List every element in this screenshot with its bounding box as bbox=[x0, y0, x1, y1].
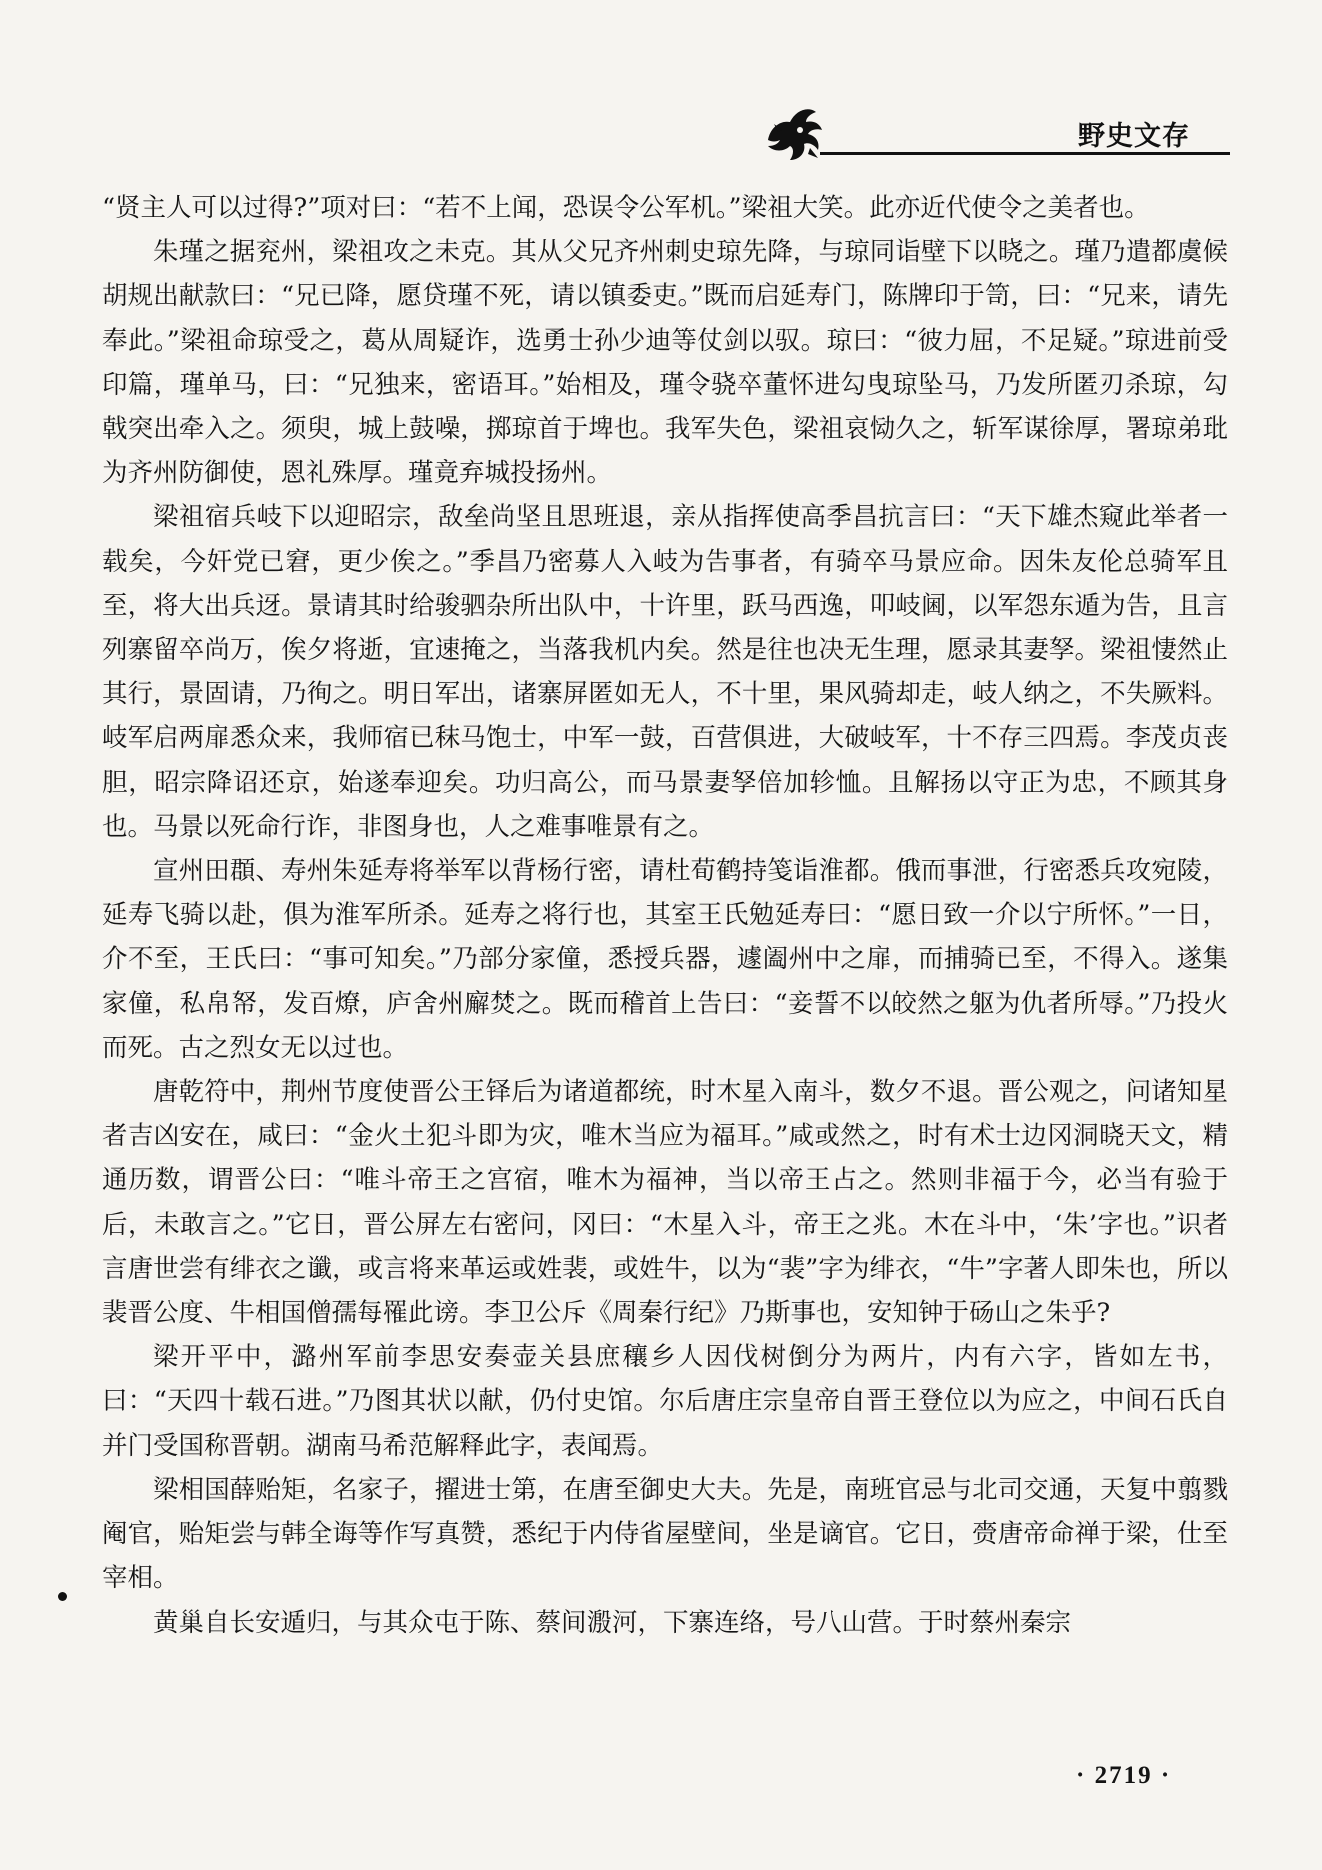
running-header bbox=[760, 100, 1230, 180]
paragraph-7: 梁相国薛贻矩，名家子，擢进士第，在唐至御史大夫。先是，南班官忌与北司交通，天复中翦戮阉官，贻矩尝与韩全诲等作写真赞，悉纪于内侍省屋壁间，坐是谪官。它日，赍唐帝命禅于梁，仕至宰相。 bbox=[102, 1474, 1228, 1594]
paragraph-4: 宣州田頵、寿州朱延寿将举军以背杨行密，请杜荀鹤持笺诣淮都。俄而事泄，行密悉兵攻宛陵，延寿飞骑以赴，俱为淮军所杀。延寿之将行也，其室王氏勉延寿曰：“愿日致一介以宁所怀。”一日，介不至，王氏曰：“事可知矣。”乃部分家僮，悉授兵器，遽阖州中之扉，而捕骑已至，不得入。遂集家僮，私帛帑，发百燎，庐舍州廨焚之。既而稽首上告曰：“妾誓不以皎然之躯为仇者所辱。”乃投火而死。古之烈女无以过也。 bbox=[102, 856, 1228, 1063]
paragraph-2: 朱瑾之据兖州，梁祖攻之未克。其从父兄齐州刺史琼先降，与琼同诣壁下以晓之。瑾乃遣都虞候胡规出献款曰：“兄已降，愿贷瑾不死，请以镇委吏。”既而启延寿门，陈牌印于笥，曰：“兄来，请先奉此。”梁祖命琼受之，葛从周疑诈，选勇士孙少迪等仗剑以驭。琼曰：“彼力屈，不足疑。”琼进前受印篇，瑾单马，曰：“兄独来，密语耳。”始相及，瑾令骁卒董怀进勾曳琼坠马，乃发所匿刃杀琼，勾戟突出牵入之。须臾，城上鼓噪，掷琼首于埤也。我军失色，梁祖哀恸久之，斩军谋徐厚，署琼弟玭为齐州防御使，恩礼殊厚。瑾竟弃城投扬州。 bbox=[102, 237, 1228, 489]
paragraph-5: 唐乾符中，荆州节度使晋公王铎后为诸道都统，时木星入南斗，数夕不退。晋公观之，问诸知星者吉凶安在，咸曰：“金火土犯斗即为灾，唯木当应为福耳。”咸或然之，时有术士边冈洞晓天文，精通历数，谓晋公曰：“唯斗帝王之宫宿，唯木为福神，当以帝王占之。然则非福于今，必当有验于后，未敢言之。”它日，晋公屏左右密问，冈曰：“木星入斗，帝王之兆。木在斗中，‘朱’字也。”识者言唐世尝有绯衣之谶，或言将来革运或姓裴，或姓牛，以为“裴”字为绯衣，“牛”字著人即朱也，所以裴晋公度、牛相国僧孺每罹此谤。李卫公斥《周秦行纪》乃斯事也，安知钟于砀山之朱乎? bbox=[102, 1077, 1228, 1329]
paragraph-6: 梁开平中，潞州军前李思安奏壶关县庶穰乡人因伐树倒分为两片，内有六字，皆如左书，曰：“天四十载石进。”乃图其状以献，仍付史馆。尔后唐庄宗皇帝自晋王登位以为应之，中间石氏自并门受国称晋朝。湖南马希范解释此字，表闻焉。 bbox=[102, 1342, 1228, 1461]
paragraph-8: 黄巢自长安遁归，与其众屯于陈、蔡间溵河，下寨连络，号八山营。于时蔡州秦宗 bbox=[153, 1607, 1072, 1638]
page-number: · 2719 · bbox=[1076, 1762, 1172, 1789]
main-text bbox=[102, 186, 1228, 1645]
paragraph-1: “贤主人可以过得?”项对曰：“若不上闻，恐误令公军机。”梁祖大笑。此亦近代使令之美者也。 bbox=[102, 193, 1150, 223]
margin-mark bbox=[58, 1592, 67, 1601]
series-title: 野史文存 bbox=[1078, 121, 1190, 152]
paragraph-3: 梁祖宿兵岐下以迎昭宗，敌垒尚坚且思班退，亲从指挥使高季昌抗言曰：“天下雄杰窥此举者一载矣，今奸党已窘，更少俟之。”季昌乃密募人入岐为告事者，有骑卒马景应命。因朱友伦总骑军且至，将大出兵迓。景请其时给骏驷杂所出队中，十许里，跃马西逸，叩岐阃，以军怨东遁为告，且言列寨留卒尚万，俟夕将逝，宜速掩之，当落我机内矣。然是往也决无生理，愿录其妻孥。梁祖悽然止其行，景固请，乃徇之。明日军出，诸寨屏匿如无人，不十里，果风骑却走，岐人纳之，不失厥料。岐军启两扉悉众来，我师宿已秣马饱士，中军一鼓，百营俱进，大破岐军，十不存三四焉。李茂贞丧胆，昭宗降诏还京，始遂奉迎矣。功归高公，而马景妻孥倍加轸恤。且解扬以守正为忠，不顾其身也。马景以死命行诈，非图身也，人之难事唯景有之。 bbox=[102, 502, 1228, 842]
dragon-emblem-icon bbox=[760, 100, 830, 170]
